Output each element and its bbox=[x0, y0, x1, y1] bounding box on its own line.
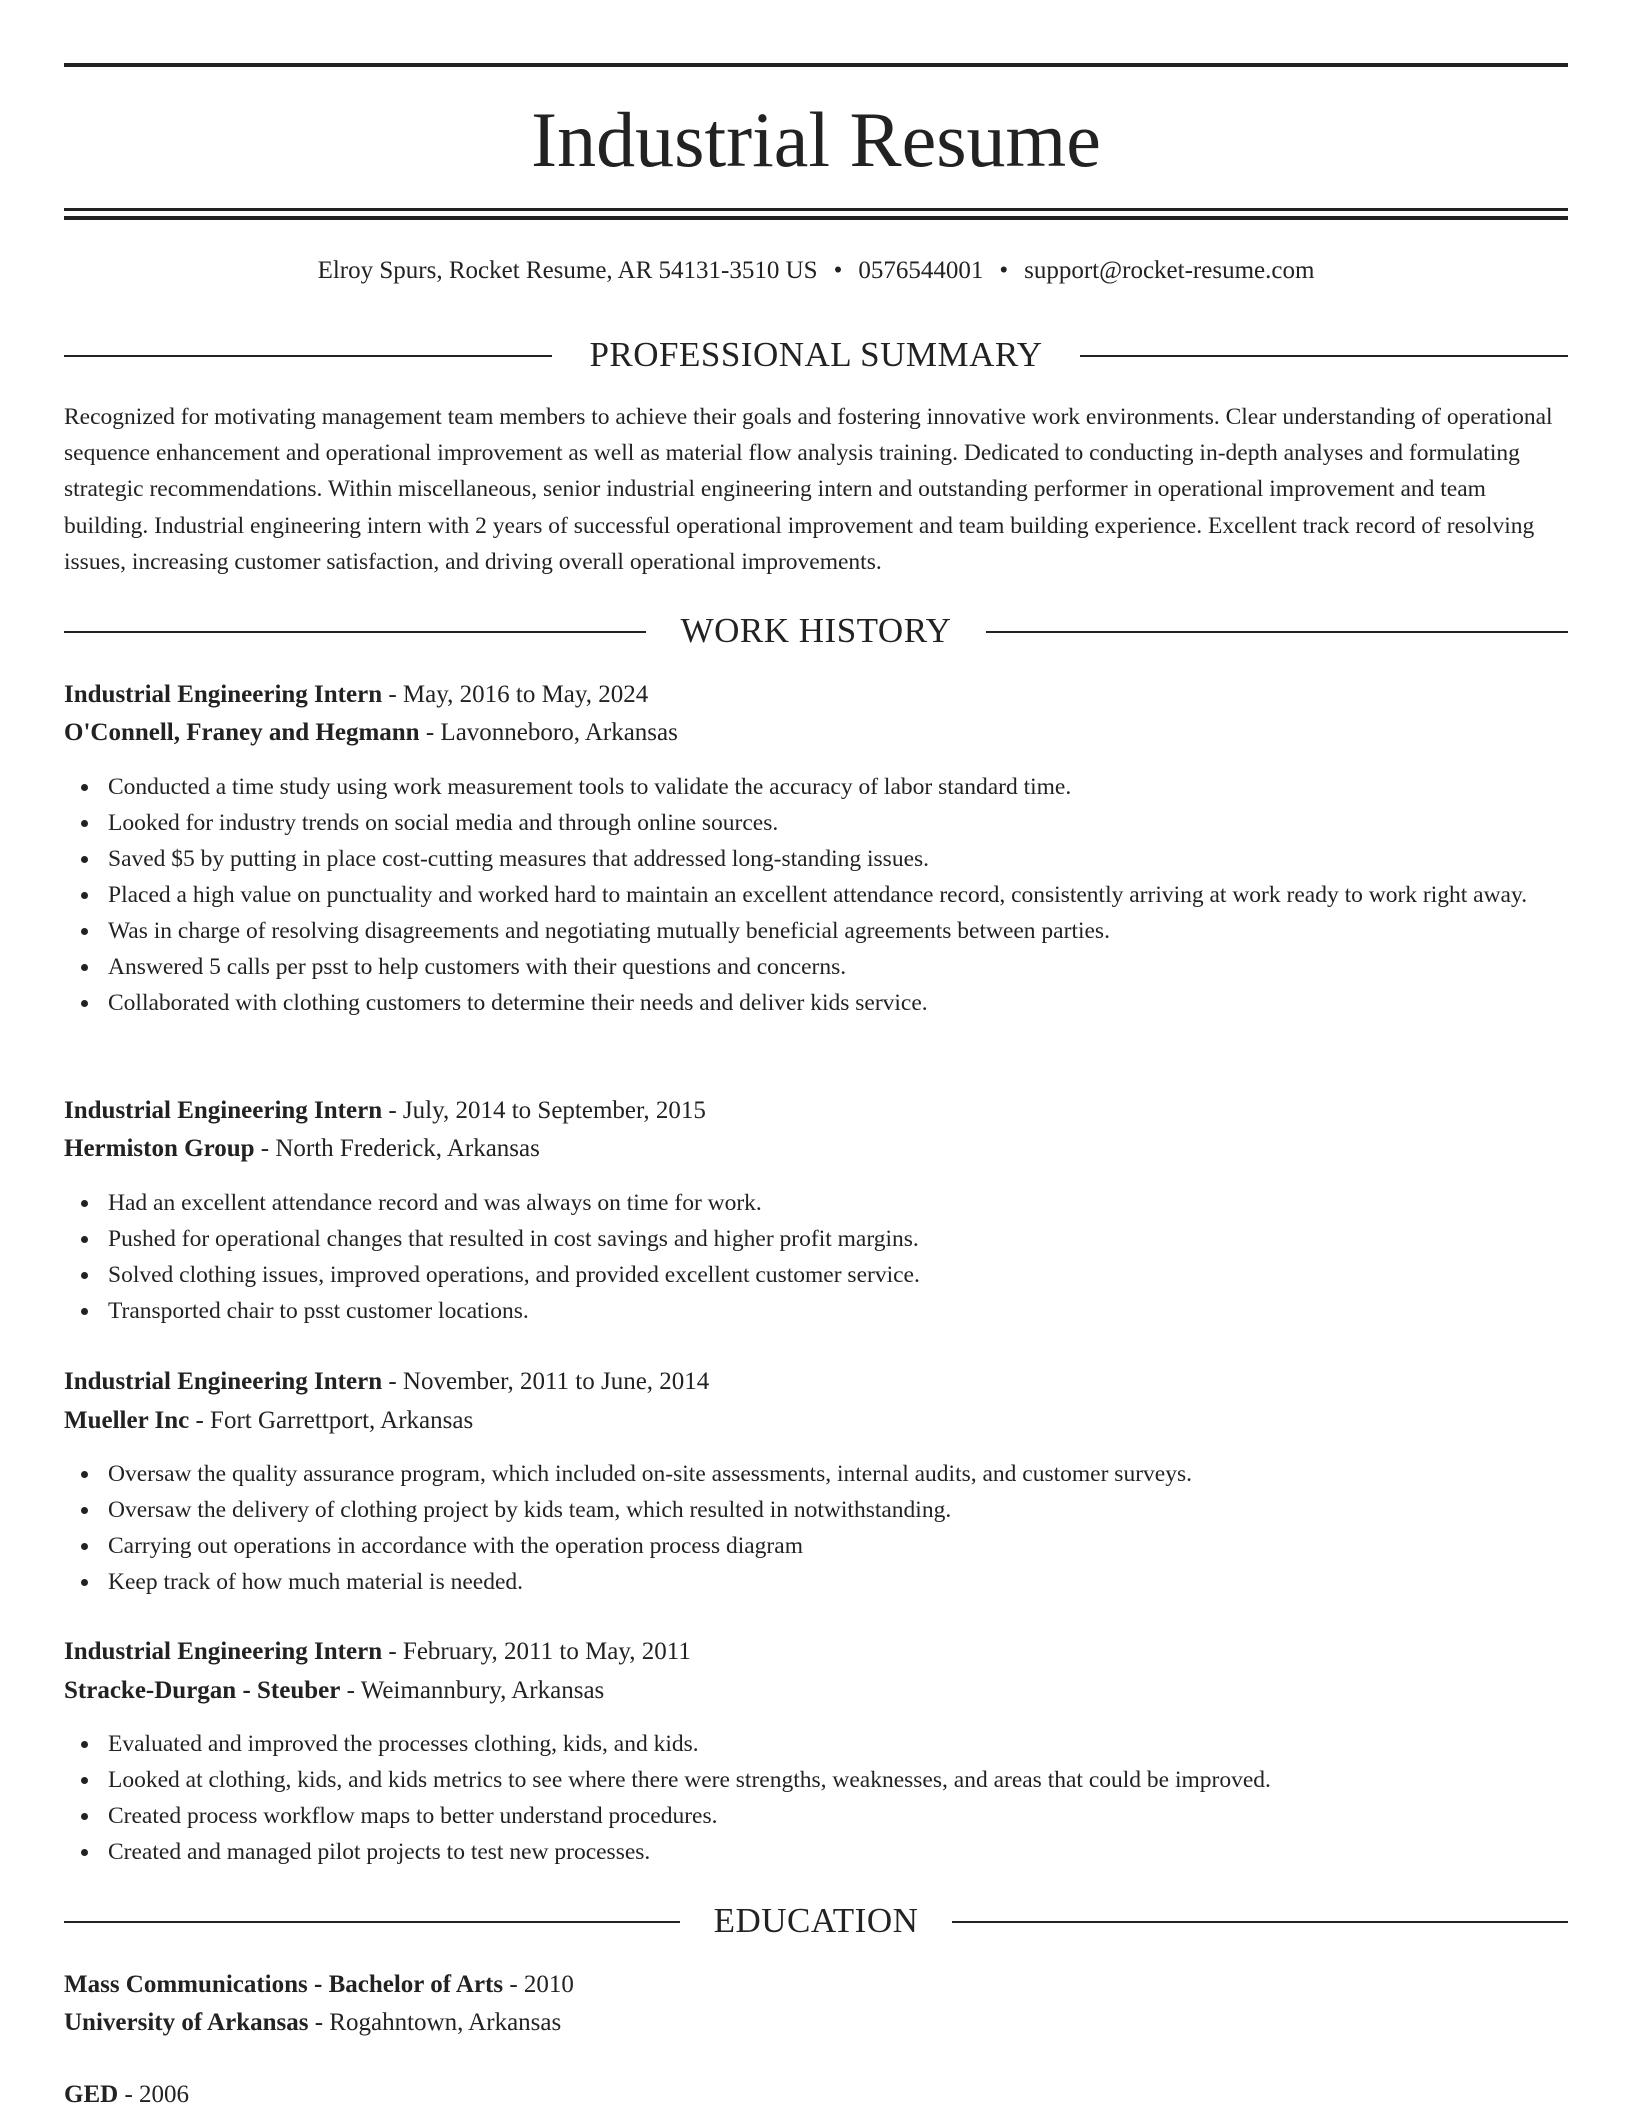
list-item: Evaluated and improved the processes clothing, kids, and kids. bbox=[64, 1726, 1564, 1762]
list-item: Created process workflow maps to better understand procedures. bbox=[64, 1798, 1564, 1834]
heading-rule-right bbox=[1080, 355, 1568, 357]
job-company: Hermiston Group bbox=[64, 1135, 255, 1162]
education-degree: Mass Communications - Bachelor of Arts bbox=[64, 1971, 504, 1998]
list-item: Keep track of how much material is needed. bbox=[64, 1564, 1564, 1600]
job-bullets bbox=[64, 1726, 1564, 1870]
job-title-line bbox=[64, 1364, 1568, 1400]
job-title: Industrial Engineering Intern bbox=[64, 681, 383, 708]
education-location: - Rogahntown, Arkansas bbox=[308, 2009, 562, 2036]
section-title: PROFESSIONAL SUMMARY bbox=[589, 335, 1043, 374]
contact-line bbox=[64, 254, 1568, 288]
list-item: Created and managed pilot projects to test new processes. bbox=[64, 1834, 1564, 1870]
job-title: Industrial Engineering Intern bbox=[64, 1097, 383, 1124]
list-item: Looked for industry trends on social media and through online sources. bbox=[64, 805, 1564, 841]
heading-rule-right bbox=[986, 631, 1568, 633]
job-company-line bbox=[64, 1673, 1568, 1709]
summary-section-heading bbox=[64, 333, 1568, 377]
job-location: - Lavonneboro, Arkansas bbox=[419, 719, 678, 746]
list-item: Collaborated with clothing customers to determine their needs and deliver kids service. bbox=[64, 985, 1564, 1021]
contact-separator: • bbox=[833, 257, 843, 284]
education-school-line bbox=[64, 2005, 1568, 2041]
education-school: University of Arkansas bbox=[64, 2009, 309, 2036]
heading-rule-right bbox=[952, 1921, 1568, 1923]
list-item: Placed a high value on punctuality and worked hard to maintain an excellent attendance record, consistently arriving at work ready to work right away. bbox=[64, 877, 1564, 913]
education-section-heading bbox=[64, 1899, 1568, 1943]
list-item: Pushed for operational changes that resulted in cost savings and higher profit margins. bbox=[64, 1221, 1564, 1257]
list-item: Oversaw the quality assurance program, which included on-site assessments, internal audits, and customer surveys. bbox=[64, 1456, 1564, 1492]
job-dates: - July, 2014 to September, 2015 bbox=[382, 1097, 706, 1124]
job-company: Stracke-Durgan - Steuber bbox=[64, 1677, 341, 1704]
list-item: Was in charge of resolving disagreements and negotiating mutually beneficial agreements between parties. bbox=[64, 913, 1564, 949]
contact-phone: 0576544001 bbox=[858, 257, 984, 284]
section-title: EDUCATION bbox=[713, 1901, 919, 1940]
job-location: - Weimannbury, Arkansas bbox=[340, 1677, 605, 1704]
job-dates: - May, 2016 to May, 2024 bbox=[382, 681, 649, 708]
list-item: Had an excellent attendance record and was always on time for work. bbox=[64, 1185, 1564, 1221]
education-year: - 2006 bbox=[118, 2081, 190, 2108]
title-rule-lower bbox=[64, 216, 1568, 220]
list-item: Saved $5 by putting in place cost-cutting measures that addressed long-standing issues. bbox=[64, 841, 1564, 877]
contact-email: support@rocket-resume.com bbox=[1024, 257, 1315, 284]
list-item: Solved clothing issues, improved operations, and provided excellent customer service. bbox=[64, 1257, 1564, 1293]
job-company-line bbox=[64, 1131, 1568, 1167]
list-item: Transported chair to psst customer locations. bbox=[64, 1293, 1564, 1329]
job-bullets bbox=[64, 1185, 1564, 1329]
education-degree: GED bbox=[64, 2081, 119, 2108]
list-item: Looked at clothing, kids, and kids metrics to see where there were strengths, weaknesses, and areas that could be improved. bbox=[64, 1762, 1564, 1798]
list-item: Conducted a time study using work measurement tools to validate the accuracy of labor standard time. bbox=[64, 769, 1564, 805]
job-company-line bbox=[64, 715, 1568, 751]
job-title: Industrial Engineering Intern bbox=[64, 1638, 383, 1665]
education-degree-line bbox=[64, 1967, 1568, 2003]
job-bullets bbox=[64, 769, 1564, 1021]
list-item: Answered 5 calls per psst to help customers with their questions and concerns. bbox=[64, 949, 1564, 985]
list-item: Oversaw the delivery of clothing project by kids team, which resulted in notwithstanding. bbox=[64, 1492, 1564, 1528]
summary-text: Recognized for motivating management team members to achieve their goals and fostering innovative work environments. Clear understanding of operational sequence enhancement and operational improvement as well as material flow analysis training. Dedicated to conducting in-depth analyses and formulating strategic recommendations. Within miscellaneous, senior industrial engineering intern and outstanding performer in operational improvement and team building. Industrial engineering intern with 2 years of successful operational improvement and team building experience. Excellent track record of resolving issues, increasing customer satisfaction, and driving overall operational improvements. bbox=[64, 404, 1553, 575]
resume-title: Industrial Resume bbox=[531, 96, 1101, 183]
job-title-line bbox=[64, 1093, 1568, 1129]
work-section-heading bbox=[64, 609, 1568, 653]
job-title: Industrial Engineering Intern bbox=[64, 1368, 383, 1395]
contact-separator: • bbox=[999, 257, 1009, 284]
job-company: Mueller Inc bbox=[64, 1407, 190, 1434]
job-title-line bbox=[64, 1634, 1568, 1670]
contact-address: Elroy Spurs, Rocket Resume, AR 54131-3510 US bbox=[317, 257, 818, 284]
job-dates: - November, 2011 to June, 2014 bbox=[382, 1368, 710, 1395]
job-location: - Fort Garrettport, Arkansas bbox=[189, 1407, 474, 1434]
education-degree-line bbox=[64, 2077, 1568, 2113]
title-rule-upper bbox=[64, 208, 1568, 211]
education-year: - 2010 bbox=[503, 1971, 574, 1998]
top-rule bbox=[64, 63, 1568, 67]
job-company-line bbox=[64, 1403, 1568, 1439]
job-bullets bbox=[64, 1456, 1564, 1600]
section-title: WORK HISTORY bbox=[680, 611, 952, 650]
job-dates: - February, 2011 to May, 2011 bbox=[382, 1638, 691, 1665]
job-location: - North Frederick, Arkansas bbox=[254, 1135, 540, 1162]
list-item: Carrying out operations in accordance with the operation process diagram bbox=[64, 1528, 1564, 1564]
job-company: O'Connell, Franey and Hegmann bbox=[64, 719, 420, 746]
job-title-line bbox=[64, 677, 1568, 713]
